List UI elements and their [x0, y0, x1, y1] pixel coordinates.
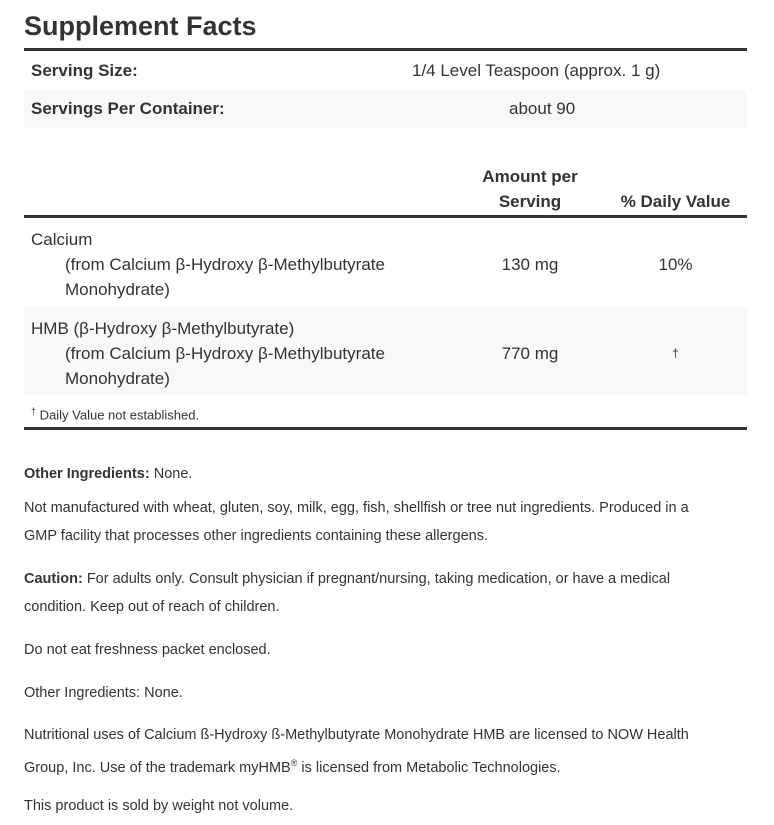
other-ingredients-value: None. — [149, 466, 193, 482]
nutrient-row — [24, 307, 747, 395]
footnote-mark: † — [31, 406, 37, 416]
caution-line1: For adults only. Consult physician if pregnant/nursing, taking medication, or have a medical — [82, 571, 671, 587]
license-line2-end: is licensed from Metabolic Technologies. — [297, 759, 561, 776]
allergen-line2: GMP facility that processes other ingredients containing these allergens. — [24, 528, 488, 544]
allergen-statement — [24, 494, 689, 550]
daily-value-footnote — [24, 395, 747, 430]
servings-per-container-row — [24, 90, 747, 128]
column-header-daily-value: % Daily Value — [620, 192, 731, 211]
supplement-facts-panel — [24, 0, 747, 430]
servings-per-container-value: about 90 — [509, 99, 576, 118]
nutrient-daily-value: 10% — [658, 255, 693, 274]
footnote-text: Daily Value not established. — [36, 407, 200, 423]
nutrient-source-line1: (from Calcium β-Hydroxy β-Methylbutyrate — [65, 255, 385, 274]
table-header — [24, 128, 747, 218]
license-statement — [24, 721, 689, 782]
license-line1: Nutritional uses of Calcium ß-Hydroxy ß-Methylbutyrate Monohydrate HMB are licensed to NOW Health — [24, 727, 689, 743]
nutrient-amount: 130 mg — [501, 255, 559, 274]
nutrient-source — [65, 341, 445, 391]
caution-line2: condition. Keep out of reach of children. — [24, 599, 280, 615]
freshness-warning: Do not eat freshness packet enclosed. — [24, 642, 271, 658]
caution-statement — [24, 565, 670, 621]
nutrient-daily-value: † — [672, 346, 679, 360]
servings-per-container-label: Servings Per Container: — [31, 99, 225, 118]
license-line2-start: Group, Inc. Use of the trademark myHMB — [24, 759, 291, 776]
column-header-amount-line2: Serving — [498, 192, 562, 211]
serving-size-label: Serving Size: — [31, 60, 138, 80]
nutrient-source-line1: (from Calcium β-Hydroxy β-Methylbutyrate — [65, 344, 385, 363]
registered-mark: ® — [290, 758, 298, 768]
caution-label: Caution: — [24, 571, 83, 587]
nutrient-source-line2: Monohydrate) — [65, 280, 170, 299]
other-ingredients — [24, 460, 192, 488]
nutrient-source — [65, 252, 445, 302]
nutrient-name: Calcium — [31, 230, 93, 249]
allergen-line1: Not manufactured with wheat, gluten, soy, milk, egg, fish, shellfish or tree nut ingredients. Produced in a — [24, 500, 689, 516]
nutrient-source-line2: Monohydrate) — [65, 369, 170, 388]
nutrient-row — [24, 218, 747, 307]
column-header-amount — [456, 164, 604, 214]
column-header-amount-line1: Amount per — [482, 167, 578, 186]
serving-size-row — [24, 51, 747, 90]
other-ingredients-repeat: Other Ingredients: None. — [24, 685, 183, 701]
nutrient-amount: 770 mg — [501, 344, 559, 363]
weight-note: This product is sold by weight not volume. — [24, 798, 294, 814]
panel-title: Supplement Facts — [24, 0, 747, 51]
other-ingredients-label: Other Ingredients: — [24, 466, 150, 482]
serving-size-value: 1/4 Level Teaspoon (approx. 1 g) — [412, 60, 661, 80]
nutrient-name: HMB (β-Hydroxy β-Methylbutyrate) — [31, 319, 295, 338]
